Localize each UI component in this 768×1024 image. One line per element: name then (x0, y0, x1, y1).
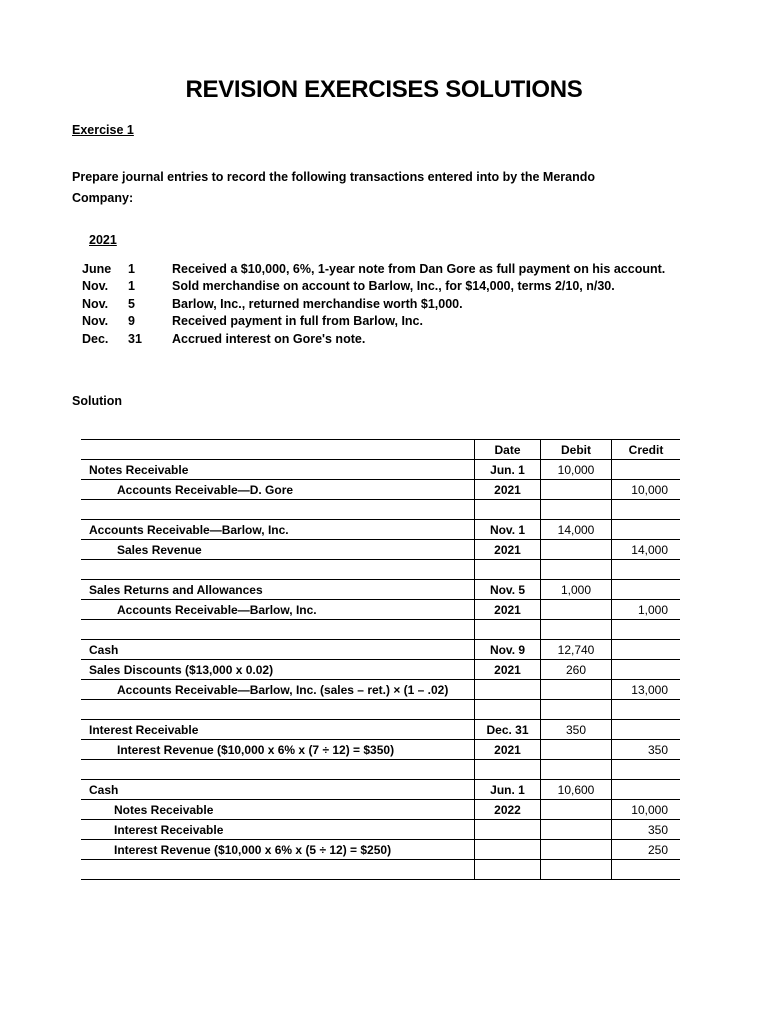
transaction-description: Barlow, Inc., returned merchandise worth $1,000. (172, 296, 463, 311)
table-row (81, 720, 680, 740)
debit-cell (541, 560, 612, 580)
credit-cell (612, 720, 681, 740)
account-cell (81, 780, 475, 800)
table-row (81, 800, 680, 820)
account-cell (81, 840, 475, 860)
credit-cell: 250 (612, 840, 681, 860)
table-row (81, 840, 680, 860)
date-cell (475, 760, 541, 780)
date-cell: 2021 (475, 600, 541, 620)
account-cell (81, 520, 475, 540)
table-row (81, 660, 680, 680)
credit-cell (612, 460, 681, 480)
account-cell (81, 860, 475, 880)
account-header (81, 440, 475, 460)
account-cell (81, 580, 475, 600)
account-name: Accounts Receivable—D. Gore (117, 482, 294, 497)
account-name: Interest Receivable (89, 722, 199, 737)
account-cell (81, 660, 475, 680)
exercise-prompt: Prepare journal entries to record the following transactions entered into by the Merando Company: (72, 170, 596, 205)
transaction-day: 1 (128, 279, 135, 294)
debit-cell: 350 (541, 720, 612, 740)
account-cell (81, 680, 475, 700)
transaction-month: Nov. (82, 314, 109, 329)
transaction-description: Sold merchandise on account to Barlow, Inc., for $14,000, terms 2/10, n/30. (172, 279, 615, 294)
account-cell (81, 620, 475, 640)
account-name: Sales Revenue (117, 542, 202, 557)
debit-cell: 260 (541, 660, 612, 680)
page-title: REVISION EXERCISES SOLUTIONS (185, 76, 583, 103)
table-row (81, 640, 680, 660)
account-cell (81, 600, 475, 620)
date-cell (475, 700, 541, 720)
table-row (81, 780, 680, 800)
account-name: Accounts Receivable—Barlow, Inc. (89, 522, 289, 537)
account-cell (81, 640, 475, 660)
credit-cell: 10,000 (612, 800, 681, 820)
table-row (81, 820, 680, 840)
debit-cell: 10,600 (541, 780, 612, 800)
account-name: Notes Receivable (89, 462, 189, 477)
date-cell (475, 560, 541, 580)
credit-cell (612, 620, 681, 640)
account-name: Interest Revenue ($10,000 x 6% x (7 ÷ 12) = $350) (117, 742, 395, 757)
credit-cell: 1,000 (612, 600, 681, 620)
transaction-year: 2021 (89, 233, 117, 247)
credit-cell (612, 860, 681, 880)
date-cell: Dec. 31 (475, 720, 541, 740)
date-cell (475, 620, 541, 640)
debit-cell (541, 840, 612, 860)
debit-cell (541, 800, 612, 820)
debit-cell (541, 680, 612, 700)
transaction-description: Received a $10,000, 6%, 1-year note from Dan Gore as full payment on his account. (172, 262, 666, 276)
credit-cell: 10,000 (612, 480, 681, 500)
credit-cell: 350 (612, 740, 681, 760)
account-name: Cash (89, 782, 119, 797)
account-cell (81, 480, 475, 500)
transaction-day: 31 (128, 331, 142, 346)
date-cell (475, 820, 541, 840)
credit-cell (612, 520, 681, 540)
credit-cell (612, 640, 681, 660)
date-cell: 2021 (475, 480, 541, 500)
credit-cell (612, 760, 681, 780)
account-name: Interest Receivable (114, 822, 224, 837)
account-cell (81, 820, 475, 840)
debit-cell (541, 600, 612, 620)
account-cell (81, 700, 475, 720)
credit-header: Credit (612, 440, 681, 460)
credit-cell (612, 560, 681, 580)
credit-cell: 350 (612, 820, 681, 840)
credit-cell (612, 780, 681, 800)
solution-label: Solution (72, 394, 122, 408)
debit-cell (541, 740, 612, 760)
transaction-day: 1 (128, 262, 135, 276)
table-row (81, 520, 680, 540)
date-cell: 2021 (475, 660, 541, 680)
table-row (81, 740, 680, 760)
table-row (81, 580, 680, 600)
account-name: Sales Discounts ($13,000 x 0.02) (89, 662, 274, 677)
date-cell: Nov. 9 (475, 640, 541, 660)
debit-cell (541, 860, 612, 880)
account-cell (81, 720, 475, 740)
table-row (81, 600, 680, 620)
transaction-month: Nov. (82, 279, 109, 294)
debit-cell (541, 620, 612, 640)
transaction-month: June (82, 262, 112, 276)
date-cell (475, 680, 541, 700)
table-row (81, 680, 680, 700)
table-row (81, 500, 680, 520)
debit-header: Debit (541, 440, 612, 460)
credit-cell (612, 700, 681, 720)
table-row (81, 760, 680, 780)
account-name: Cash (89, 642, 119, 657)
credit-cell (612, 580, 681, 600)
transaction-month: Dec. (82, 331, 109, 346)
account-cell (81, 460, 475, 480)
table-row (81, 480, 680, 500)
table-row (81, 460, 680, 480)
date-cell: Jun. 1 (475, 780, 541, 800)
credit-cell: 13,000 (612, 680, 681, 700)
date-cell: Jun. 1 (475, 460, 541, 480)
debit-cell (541, 760, 612, 780)
debit-cell: 12,740 (541, 640, 612, 660)
transaction-day: 9 (128, 314, 135, 329)
journal-entries-table (81, 439, 680, 880)
exercise-label: Exercise 1 (72, 123, 134, 137)
date-cell (475, 500, 541, 520)
table-row (81, 700, 680, 720)
account-name: Accounts Receivable—Barlow, Inc. (117, 602, 317, 617)
debit-cell: 1,000 (541, 580, 612, 600)
table-row (81, 620, 680, 640)
date-cell: Nov. 1 (475, 520, 541, 540)
date-cell: 2021 (475, 740, 541, 760)
transaction-day: 5 (128, 296, 135, 311)
account-cell (81, 500, 475, 520)
table-row (81, 540, 680, 560)
debit-cell (541, 540, 612, 560)
transaction-description: Accrued interest on Gore's note. (172, 331, 366, 346)
account-cell (81, 740, 475, 760)
table-header-row (81, 440, 680, 460)
date-cell (475, 860, 541, 880)
date-cell: 2021 (475, 540, 541, 560)
account-cell (81, 560, 475, 580)
credit-cell (612, 660, 681, 680)
credit-cell: 14,000 (612, 540, 681, 560)
table-row (81, 560, 680, 580)
debit-cell: 14,000 (541, 520, 612, 540)
account-cell (81, 540, 475, 560)
date-header: Date (475, 440, 541, 460)
account-name: Notes Receivable (114, 802, 214, 817)
account-cell (81, 760, 475, 780)
debit-cell (541, 500, 612, 520)
credit-cell (612, 500, 681, 520)
account-name: Accounts Receivable—Barlow, Inc. (sales – ret.) × (1 – .02) (117, 682, 449, 697)
date-cell: Nov. 5 (475, 580, 541, 600)
account-name: Sales Returns and Allowances (89, 582, 263, 597)
account-cell (81, 800, 475, 820)
debit-cell: 10,000 (541, 460, 612, 480)
transaction-description: Received payment in full from Barlow, Inc. (172, 314, 423, 329)
transaction-month: Nov. (82, 296, 109, 311)
date-cell: 2022 (475, 800, 541, 820)
date-cell (475, 840, 541, 860)
debit-cell (541, 480, 612, 500)
debit-cell (541, 700, 612, 720)
debit-cell (541, 820, 612, 840)
account-name: Interest Revenue ($10,000 x 6% x (5 ÷ 12) = $250) (114, 842, 392, 857)
table-row (81, 860, 680, 880)
